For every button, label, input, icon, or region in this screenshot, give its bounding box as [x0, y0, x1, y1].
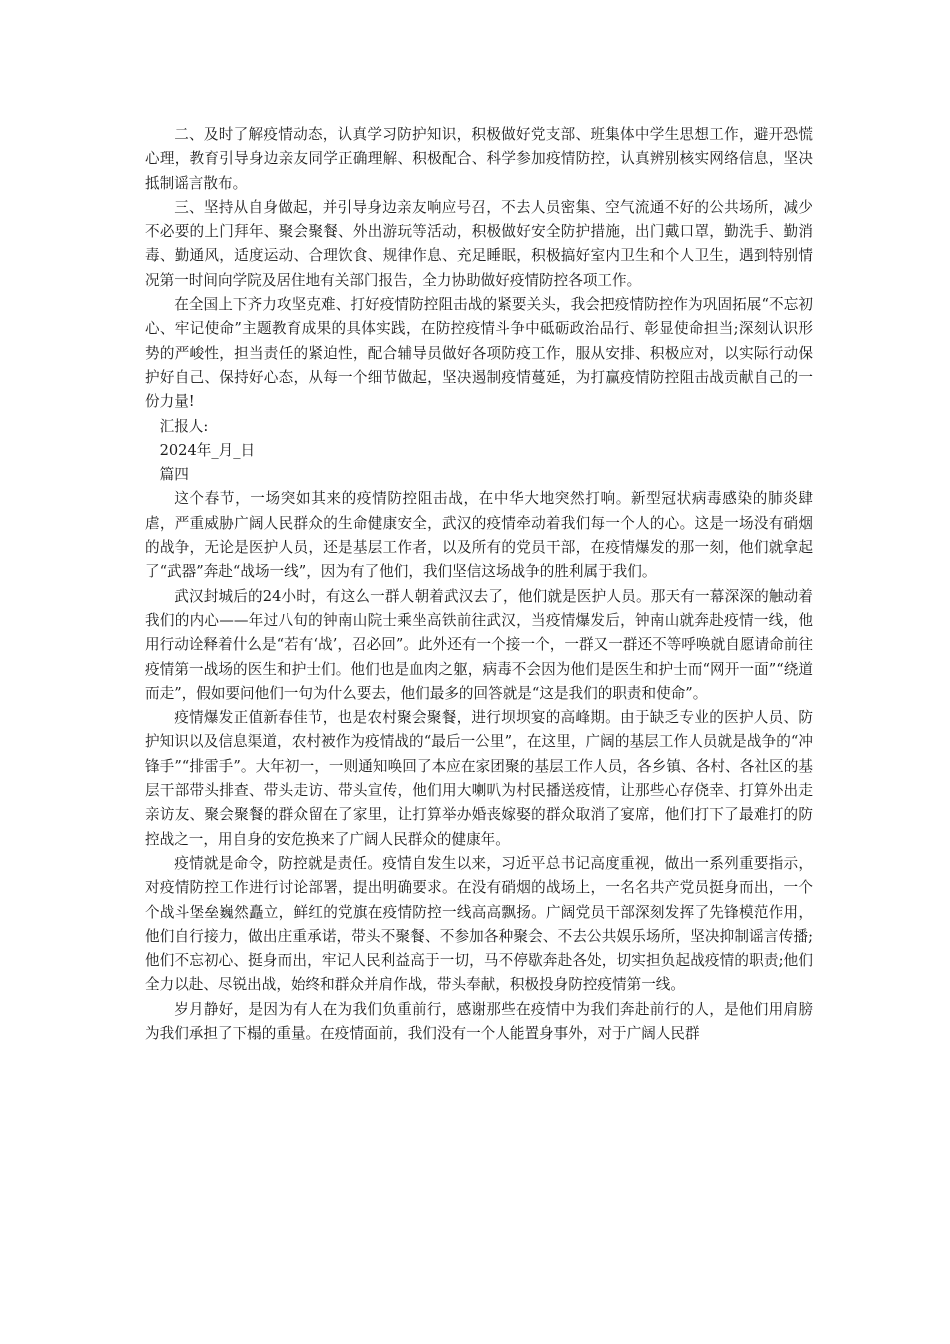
- paragraph: 武汉封城后的24小时，有这么一群人朝着武汉去了，他们就是医护人员。那天有一幕深深的触动着我们的内心——年过八旬的钟南山院士乘坐高铁前往武汉，当疫情爆发后，钟南山就奔赴疫情一线，他用行动诠释着什么是“若有‘战’，召必回”。此外还有一个接一个，一群又一群还不等呼唤就自愿请命前往疫情第一战场的医生和护士们。他们也是血肉之躯，病毒不会因为他们是医生和护士而“网开一面”“绕道而走”，假如要问他们一句为什么要去，他们最多的回答就是“这是我们的职责和使命”。: [145, 587, 813, 702]
- paragraph: 这个春节，一场突如其来的疫情防控阻击战，在中华大地突然打响。新型冠状病毒感染的肺炎肆虐，严重威胁广阔人民群众的生命健康安全，武汉的疫情牵动着我们每一个人的心。这是一场没有硝烟的战争，无论是医护人员，还是基层工作者，以及所有的党员干部，在疫情爆发的那一刻，他们就拿起了“武器”奔赴“战场一线”，因为有了他们，我们坚信这场战争的胜利属于我们。: [145, 490, 813, 581]
- section-heading: 篇四: [159, 466, 189, 484]
- paragraph: 疫情就是命令，防控就是责任。疫情自发生以来，习近平总书记高度重视，做出一系列重要指示，对疫情防控工作进行讨论部署，提出明确要求。在没有硝烟的战场上，一名名共产党员挺身而出，一个个战斗堡垒巍然矗立，鲜红的党旗在疫情防控一线高高飘扬。广阔党员干部深刻发挥了先锋模范作用，他们自行接力，做出庄重承诺，带头不聚餐、不参加各种聚会、不去公共娱乐场所，坚决抑制谣言传播;他们不忘初心、挺身而出，牢记人民利益高于一切，马不停歇奔赴各处，切实担负起战疫情的职责;他们全力以赴、尽锐出战，始终和群众并肩作战，带头奉献，积极投身防控疫情第一线。: [145, 854, 813, 994]
- paragraph: 疫情爆发正值新春佳节，也是农村聚会聚餐，进行坝坝宴的高峰期。由于缺乏专业的医护人员、防护知识以及信息渠道，农村被作为疫情战的“最后一公里”，在这里，广阔的基层工作人员就是战争的“冲锋手”“排雷手”。大年初一，一则通知唤回了本应在家团聚的基层工作人员，各乡镇、各村、各社区的基层干部带头排查、带头走访、带头宣传，他们用大喇叭为村民播送疫情，让那些心存侥幸、打算外出走亲访友、聚会聚餐的群众留在了家里，让打算举办婚丧嫁娶的群众取消了宴席，他们打下了最难打的防控战之一，用自身的安危换来了广阔人民群众的健康年。: [145, 709, 813, 848]
- paragraph: 岁月静好，是因为有人在为我们负重前行，感谢那些在疫情中为我们奔赴前行的人，是他们用肩膀为我们承担了下榻的重量。在疫情面前，我们没有一个人能置身事外，对于广阔人民群: [145, 1000, 813, 1042]
- paragraph: 二、及时了解疫情动态，认真学习防护知识，积极做好党支部、班集体中学生思想工作，避开恐慌心理，教育引导身边亲友同学正确理解、积极配合、科学参加疫情防控，认真辨别核实网络信息，坚决抵制谣言散布。: [145, 126, 813, 192]
- paragraph: 在全国上下齐力攻坚克难、打好疫情防控阻击战的紧要关头，我会把疫情防控作为巩固拓展“不忘初心、牢记使命”主题教育成果的具体实践，在防控疫情斗争中砥砺政治品行、彰显使命担当;深刻认识形势的严峻性，担当责任的紧迫性，配合辅导员做好各项防疫工作，服从安排、积极应对，以实际行动保护好自己、保持好心态，从每一个细节做起，坚决遏制疫情蔓延，为打赢疫情防控阻击战贡献自己的一份力量!: [145, 296, 813, 411]
- paragraph: 三、坚持从自身做起，并引导身边亲友响应号召，不去人员密集、空气流通不好的公共场所，减少不必要的上门拜年、聚会聚餐、外出游玩等活动，积极做好安全防护措施，出门戴口罩，勤洗手、勤消毒、勤通风，适度运动、合理饮食、规律作息、充足睡眠，积极搞好室内卫生和个人卫生，遇到特别情况第一时间向学院及居住地有关部门报告，全力协助做好疫情防控各项工作。: [145, 198, 813, 289]
- document-page: [145, 123, 813, 1046]
- date-line: 2024年_月_日: [159, 441, 256, 459]
- reporter-label: 汇报人:: [159, 417, 209, 435]
